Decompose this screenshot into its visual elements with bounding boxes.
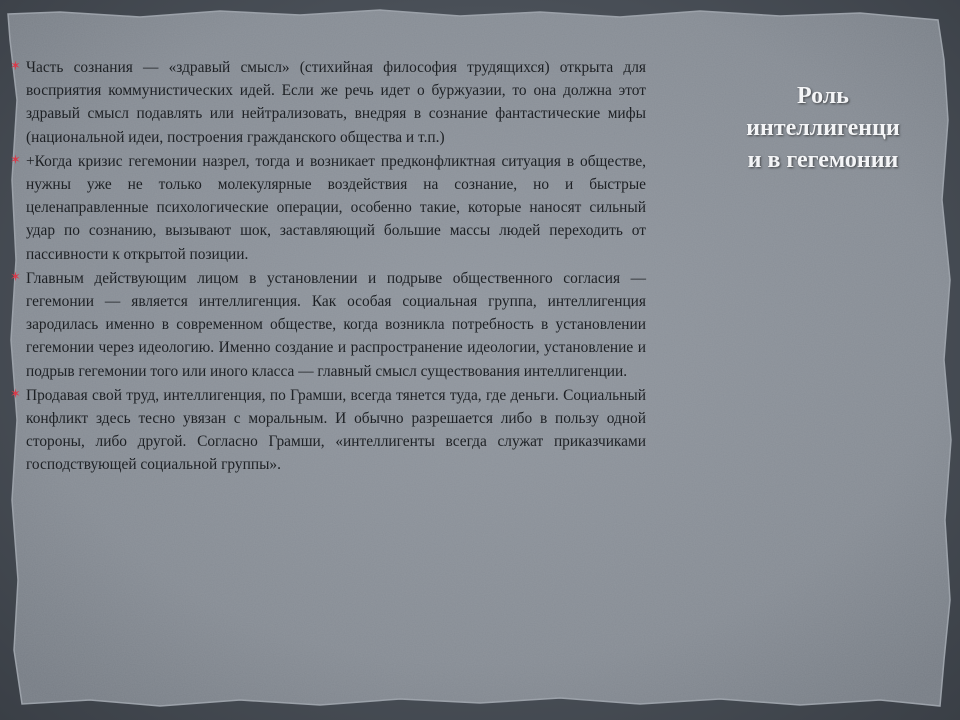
- bullet-star-icon: ✶: [10, 269, 21, 285]
- bullet-item: [10, 267, 646, 383]
- bullet-text: Продавая свой труд, интеллигенция, по Грамши, всегда тянется туда, где деньги. Социальный конфликт здесь тесно увязан с моральным. И обычно разрешается либо в пользу одной стороны, либо другой. Согласно Грамши, «интеллигенты всегда служат приказчиками господствующей социальной группы».: [26, 386, 646, 474]
- slide-title: [718, 80, 928, 176]
- bullet-text: Часть сознания — «здравый смысл» (стихийная философия трудящихся) открыта для восприятия коммунистических идей. Если же речь идет о буржуазии, то она должна этот здравый смысл подавлять или нейтрализовать, внедряя в сознание фантастические мифы (национальной идеи, построения гражданского общества и т.п.): [26, 59, 646, 146]
- bullet-item: [10, 150, 646, 266]
- bullet-text: +Когда кризис гегемонии назрел, тогда и возникает предконфликтная ситуация в обществе, нужны уже не только молекулярные воздействия на сознание, но и быстрые целенаправленные психологические операции, особенно такие, которые наносят сильный удар по сознанию, вызывают шок, заставляющий большие массы людей переходить от пассивности к открытой позиции.: [26, 152, 646, 263]
- bullet-star-icon: ✶: [10, 59, 21, 74]
- slide-title-line: Роль: [797, 83, 849, 109]
- bullet-star-icon: ✶: [10, 152, 21, 168]
- bullet-list: [10, 56, 646, 478]
- bullet-item: [10, 56, 646, 149]
- bullet-item: [10, 384, 646, 477]
- bullet-text: Главным действующим лицом в установлении и подрыве общественного согласия — гегемонии — является интеллигенция. Как особая социальная группа, интеллигенция зародилась именно в современном обществе, когда возникла потребность в установлении гегемонии через идеологию. Именно создание и распространение идеологии, установление и подрыв гегемонии того или иного класса — главный смысл существования интеллигенции.: [26, 269, 646, 380]
- bullet-star-icon: ✶: [10, 386, 21, 402]
- slide-title-line: интеллигенци: [746, 115, 900, 141]
- slide-title-line: и в гегемонии: [747, 147, 899, 173]
